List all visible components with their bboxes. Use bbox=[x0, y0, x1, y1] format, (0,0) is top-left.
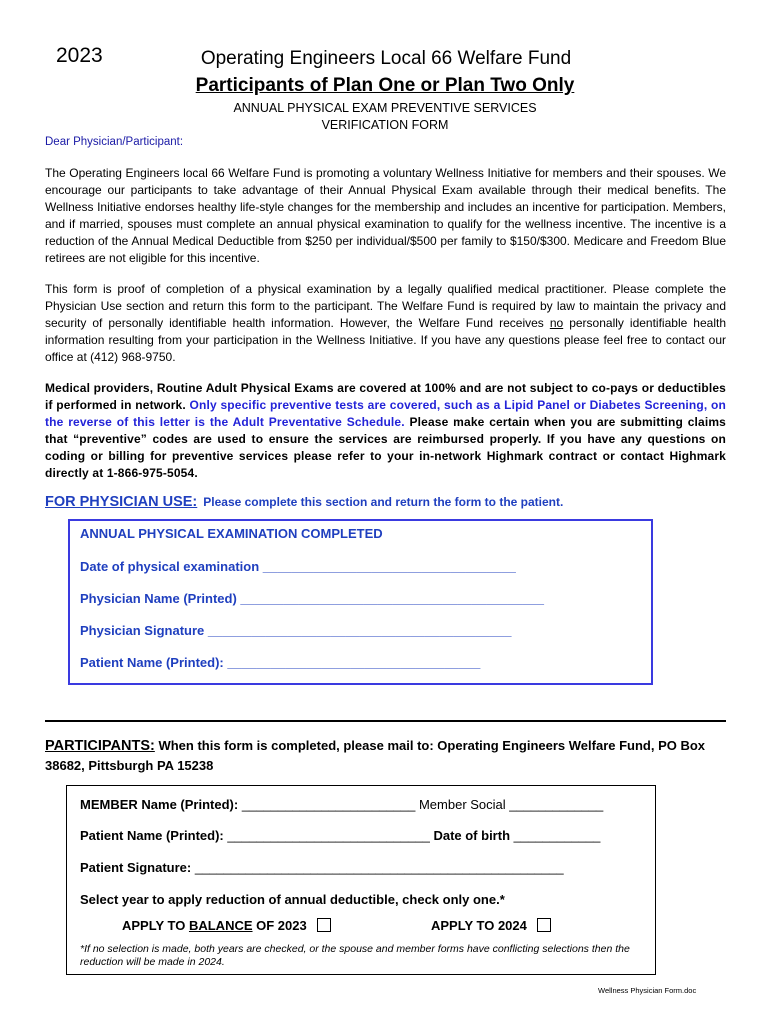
physician-name-field[interactable]: Physician Name (Printed) __________________________________________ bbox=[80, 591, 545, 606]
patient-name-label: Patient Name (Printed): bbox=[80, 828, 224, 843]
physician-patient-name-field[interactable]: Patient Name (Printed): ___________________________________ bbox=[80, 655, 481, 670]
option-2023-suffix: OF 2023 bbox=[252, 918, 307, 933]
paragraph-privacy-no: no bbox=[549, 316, 564, 330]
member-social-label: Member Social bbox=[418, 797, 506, 812]
member-name-field[interactable]: ________________________ bbox=[241, 797, 416, 812]
paragraph-providers-highlight: Only specific preventive tests are covered, such as a Lipid Panel or Diabetes Screening, on the reverse of this letter is the Adult Preventative Schedule. bbox=[45, 398, 726, 429]
option-2023-row bbox=[122, 918, 331, 933]
participants-header bbox=[45, 736, 735, 776]
participants-heading: PARTICIPANTS: bbox=[45, 738, 155, 754]
select-year-instruction: Select year to apply reduction of annual deductible, check only one.* bbox=[80, 892, 505, 907]
option-2023-balance: BALANCE bbox=[188, 918, 253, 933]
exam-date-field[interactable]: Date of physical examination ___________________________________ bbox=[80, 559, 516, 574]
option-2024-row bbox=[431, 918, 551, 933]
member-social-field[interactable]: _____________ bbox=[509, 797, 604, 812]
fund-title-text: Operating Engineers Local 66 Welfare Fund bbox=[200, 48, 572, 69]
plan-title: Participants of Plan One or Plan Two Only bbox=[195, 75, 575, 96]
paragraph-providers-part2: Please make certain when you are submitting claims that “preventive” codes are used to ensure the services are reimbursed properly. If you have any questions on coding or billing for preventive services please refer to your in-network Highmark contract or contact Highmark directly at 1-866-975-5054. bbox=[45, 415, 726, 480]
salutation: Dear Physician/Participant: bbox=[45, 136, 184, 148]
paragraph-wellness-initiative: The Operating Engineers local 66 Welfare Fund is promoting a voluntary Wellness Initiative for members and their spouses. We encourage our participants to take advantage of their Annual Physical Exam available through their medical benefits. The Wellness Initiative endorses healthy life-style changes for the membership and includes an incentive for participation. Members, and if married, spouses must complete an annual physical examination to qualify for the wellness incentive. The incentive is a reduction of the Annual Medical Deductible from $250 per individual/$500 per family to $150/$300. Medicare and Freedom Blue retirees are not eligible for this incentive. bbox=[45, 166, 726, 265]
member-name-label: MEMBER Name (Printed): bbox=[80, 797, 239, 812]
document-filename: Wellness Physician Form.doc bbox=[598, 986, 697, 995]
selection-footnote: *If no selection is made, both years are checked, or the spouse and member forms have conflicting selections then the reduction will be made in 2024. bbox=[80, 943, 630, 968]
physician-section-heading: FOR PHYSICIAN USE: bbox=[45, 494, 198, 510]
form-subtitle-line2: VERIFICATION FORM bbox=[321, 118, 449, 132]
physician-section-header bbox=[45, 494, 563, 510]
option-2024-label: APPLY TO 2024 bbox=[431, 918, 527, 933]
member-row bbox=[80, 797, 603, 812]
paragraph-privacy bbox=[45, 281, 726, 366]
participants-mail-instruction: When this form is completed, please mail to: Operating Engineers Welfare Fund, PO Box 38682, Pittsburgh PA 15238 bbox=[45, 738, 706, 773]
patient-row bbox=[80, 828, 600, 843]
form-subtitle-line1: ANNUAL PHYSICAL EXAM PREVENTIVE SERVICES bbox=[233, 101, 537, 115]
dob-field[interactable]: ____________ bbox=[513, 828, 601, 843]
paragraph-medical-providers bbox=[45, 380, 726, 482]
paragraph-providers-part1: Medical providers, Routine Adult Physical Exams are covered at 100% and are not subject to co-pays or deductibles if performed in network. bbox=[45, 381, 726, 412]
paragraph-privacy-part1: This form is proof of completion of a physical examination by a legally qualified medical practitioner. Please complete the Physician Use section and return this form to the participant. The Welfare Fund is required by law to maintain the privacy and security of personally identifiable health information. However, the Welfare Fund receives bbox=[45, 282, 726, 330]
patient-name-field[interactable]: ____________________________ bbox=[227, 828, 430, 843]
exam-completed-title: ANNUAL PHYSICAL EXAMINATION COMPLETED bbox=[80, 526, 383, 541]
physician-section-instruction: Please complete this section and return the form to the patient. bbox=[203, 495, 564, 509]
signature-row bbox=[80, 860, 564, 875]
option-2023-checkbox[interactable] bbox=[317, 918, 331, 932]
physician-signature-field[interactable]: Physician Signature __________________________________________ bbox=[80, 623, 512, 638]
option-2024-checkbox[interactable] bbox=[537, 918, 551, 932]
form-year: 2023 bbox=[56, 44, 103, 67]
section-divider bbox=[45, 720, 726, 722]
dob-label: Date of birth bbox=[433, 828, 511, 843]
patient-signature-label: Patient Signature: bbox=[80, 860, 192, 875]
option-2023-prefix: APPLY TO bbox=[122, 918, 189, 933]
paragraph-privacy-part2: personally identifiable health information resulting from your participation in the Wellness Initiative. If you have any questions please feel free to contact our office at (412) 968-9750. bbox=[45, 316, 726, 364]
patient-signature-field[interactable]: ___________________________________________________ bbox=[194, 860, 564, 875]
fund-title bbox=[0, 48, 770, 70]
